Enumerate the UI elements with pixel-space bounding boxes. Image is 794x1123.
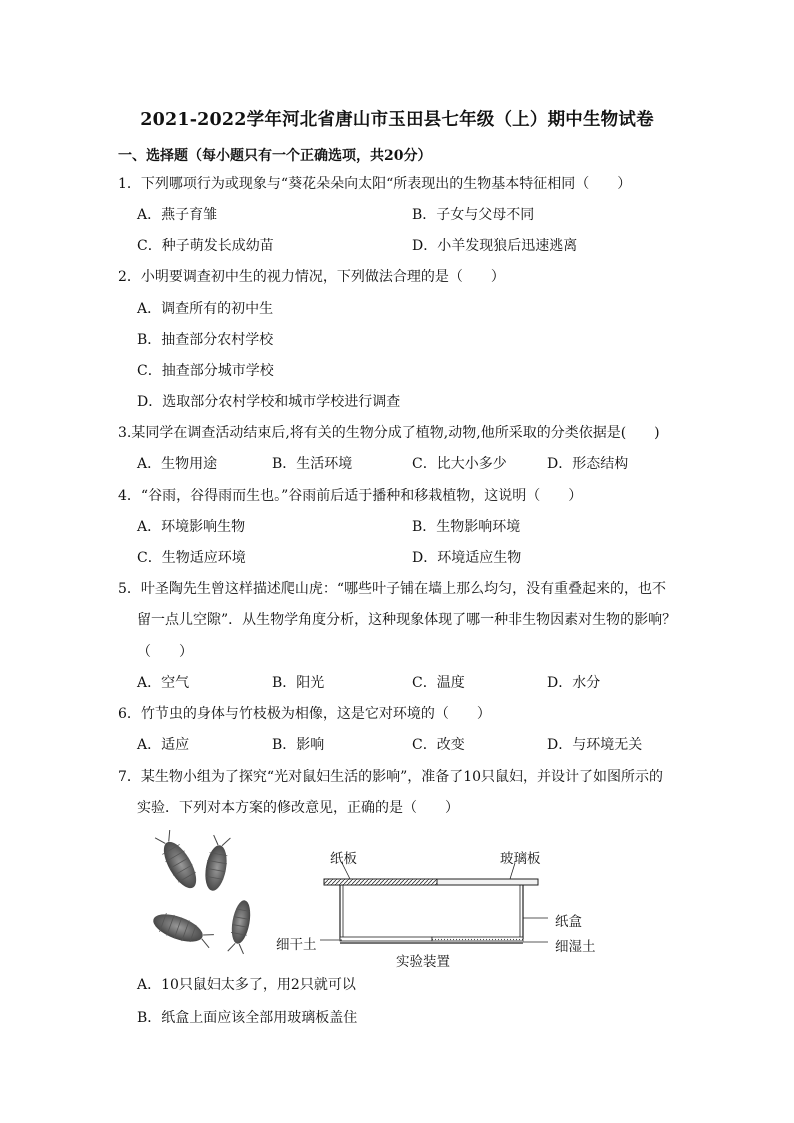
question-7-option-a[interactable]: A．10只鼠妇太多了，用2只就可以 [137,977,356,993]
woodlouse-2 [202,835,231,893]
question-7-option-b[interactable]: B．纸盒上面应该全部用玻璃板盖住 [137,1010,358,1026]
question-2-stem: 2．小明要调查初中生的视力情况，下列做法合理的是（ ） [118,269,505,285]
label-paper-board: 纸板 [330,851,357,867]
question-5-option-d[interactable]: D．水分 [547,675,601,691]
glass-board [437,879,538,885]
woodlice-illustration [138,830,268,960]
woodlouse-4 [227,899,253,954]
question-2-option-a[interactable]: A．调查所有的初中生 [137,301,274,317]
question-1-option-a[interactable]: A．燕子育雏 [137,207,218,223]
question-6-option-a[interactable]: A．适应 [137,737,190,753]
question-5-option-b[interactable]: B．阳光 [272,675,325,691]
question-4-option-c[interactable]: C．生物适应环境 [137,550,246,566]
question-6-option-c[interactable]: C．改变 [412,737,465,753]
question-3-option-b[interactable]: B．生活环境 [272,456,353,472]
label-glass-board: 玻璃板 [500,851,541,867]
experiment-apparatus-diagram [320,860,550,950]
question-6-option-d[interactable]: D．与环境无关 [547,737,643,753]
question-5-option-a[interactable]: A．空气 [137,675,190,691]
question-3-option-c[interactable]: C．比大小多少 [412,456,507,472]
question-2-option-c[interactable]: C．抽查部分城市学校 [137,363,274,379]
question-1-option-c[interactable]: C．种子萌发长成幼苗 [137,238,274,254]
wet-soil [432,937,523,941]
label-paper-box: 纸盒 [555,914,582,930]
question-5-stem-line-1: 5．叶圣陶先生曾这样描述爬山虎：“哪些叶子铺在墙上那么均匀，没有重叠起来的，也不 [118,581,667,597]
question-1-stem: 1．下列哪项行为或现象与“葵花朵朵向太阳“所表现出的生物基本特征相同（ ） [118,176,632,192]
question-2-option-d[interactable]: D．选取部分农村学校和城市学校进行调查 [137,394,401,410]
question-3-option-d[interactable]: D．形态结构 [547,456,629,472]
question-7-stem-line-1: 7．某生物小组为了探究“光对鼠妇生活的影响”，准备了10只鼠妇，并设计了如图所示的 [118,769,664,785]
label-dry-soil: 细干土 [276,937,317,953]
question-1-option-b[interactable]: B．子女与父母不同 [412,207,535,223]
question-5-stem-line-2: 留一点儿空隙”．从生物学角度分析，这种现象体现了哪一种非生物因素对生物的影响？ [137,612,677,628]
question-1-option-d[interactable]: D．小羊发现狼后迅速逃离 [412,238,578,254]
woodlouse-1 [152,830,202,893]
paper-board [324,879,437,885]
label-wet-soil: 细湿土 [555,939,596,955]
page-title: 2021-2022学年河北省唐山市玉田县七年级（上）期中生物试卷 [140,110,654,130]
question-4-option-b[interactable]: B．生物影响环境 [412,519,521,535]
question-4-option-d[interactable]: D．环境适应生物 [412,550,522,566]
question-7-stem-line-2: 实验．下列对本方案的修改意见，正确的是（ ） [137,800,459,816]
question-6-option-b[interactable]: B．影响 [272,737,325,753]
dry-soil [340,937,432,941]
question-5-stem-line-3: （ ） [137,644,193,660]
question-2-option-b[interactable]: B．抽查部分农村学校 [137,332,274,348]
section-heading: 一、选择题（每小题只有一个正确选项，共20分） [118,148,432,164]
question-4-stem: 4．“谷雨，谷得雨而生也。”谷雨前后适于播种和移栽植物，这说明（ ） [118,488,583,504]
question-3-option-a[interactable]: A．生物用途 [137,456,218,472]
diagram-caption: 实验装置 [396,954,450,970]
question-6-stem: 6．竹节虫的身体与竹枝极为相像，这是它对环境的（ ） [118,706,491,722]
question-5-option-c[interactable]: C．温度 [412,675,465,691]
question-3-stem: 3.某同学在调查活动结束后,将有关的生物分成了植物,动物,他所采取的分类依据是( ) [118,425,660,441]
woodlouse-3 [150,909,216,951]
question-4-option-a[interactable]: A．环境影响生物 [137,519,246,535]
